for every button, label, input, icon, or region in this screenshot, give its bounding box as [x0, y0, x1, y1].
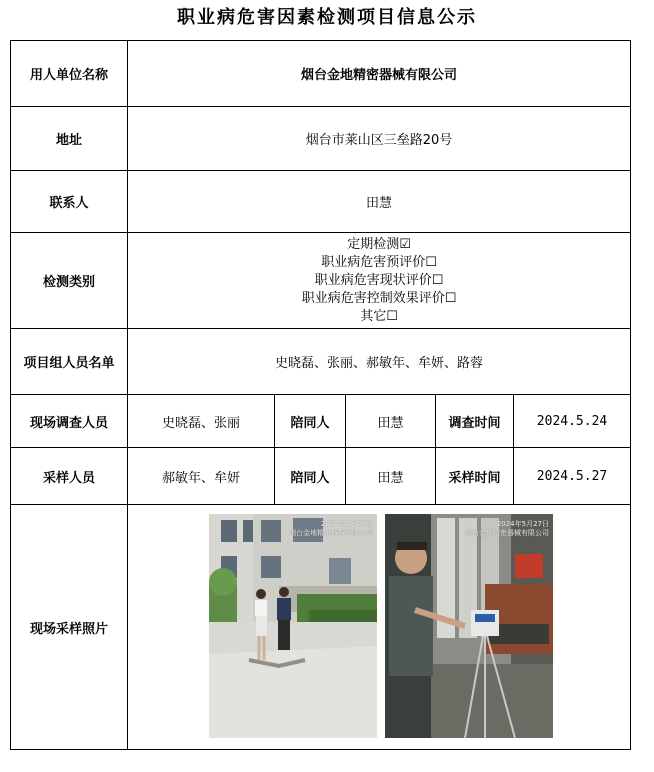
- test-type-pre-evaluation: 职业病危害预评价☐: [321, 254, 437, 270]
- team-value: 史晓磊、张丽、郝敏年、牟妍、路蓉: [128, 329, 631, 395]
- row-survey: [11, 395, 631, 448]
- survey-time-value: 2024.5.24: [514, 395, 631, 448]
- outdoor-photo-watermark: [289, 520, 373, 538]
- sampling-accompany-value: 田慧: [346, 448, 436, 505]
- survey-value: 史晓磊、张丽: [128, 395, 275, 448]
- row-employer: [11, 41, 631, 107]
- test-type-control-evaluation: 职业病危害控制效果评价☐: [301, 290, 457, 306]
- row-contact: [11, 171, 631, 233]
- test-type-list: [128, 233, 631, 329]
- test-type-other: 其它☐: [360, 308, 398, 324]
- page-title: 职业病危害因素检测项目信息公示: [177, 7, 477, 28]
- sampling-time-label: 采样时间: [436, 448, 514, 505]
- site-photo-outdoor: [209, 514, 377, 738]
- test-type-periodic: 定期检测☑: [347, 236, 411, 252]
- row-test-type: [11, 233, 631, 329]
- test-type-label: 检测类别: [11, 233, 128, 329]
- row-address: [11, 107, 631, 171]
- indoor-photo-watermark: [465, 520, 549, 538]
- test-type-status-evaluation: 职业病危害现状评价☐: [314, 272, 444, 288]
- sampling-label: 采样人员: [11, 448, 128, 505]
- sampling-value: 郝敏年、牟妍: [128, 448, 275, 505]
- site-photo-indoor: [385, 514, 553, 738]
- survey-accompany-label: 陪同人: [275, 395, 346, 448]
- indoor-photo-company: 烟台金地精密器械有限公司: [465, 529, 549, 537]
- employer-label: 用人单位名称: [11, 41, 128, 107]
- survey-label: 现场调查人员: [11, 395, 128, 448]
- sampling-time-value: 2024.5.27: [514, 448, 631, 505]
- photos-cell: [128, 505, 631, 750]
- employer-value: 烟台金地精密器械有限公司: [128, 41, 631, 107]
- contact-label: 联系人: [11, 171, 128, 233]
- outdoor-photo-image: [209, 514, 377, 738]
- row-sampling: [11, 448, 631, 505]
- survey-accompany-value: 田慧: [346, 395, 436, 448]
- address-value: 烟台市莱山区三垒路20号: [128, 107, 631, 171]
- photos-label: 现场采样照片: [11, 505, 128, 750]
- address-label: 地址: [11, 107, 128, 171]
- sampling-accompany-label: 陪同人: [275, 448, 346, 505]
- team-label: 项目组人员名单: [11, 329, 128, 395]
- outdoor-photo-date: 2024年5月27日: [320, 520, 373, 528]
- indoor-photo-image: [385, 514, 553, 738]
- contact-value: 田慧: [128, 171, 631, 233]
- row-team: [11, 329, 631, 395]
- info-table: [10, 40, 631, 750]
- indoor-photo-date: 2024年5月27日: [496, 520, 549, 528]
- survey-time-label: 调查时间: [436, 395, 514, 448]
- outdoor-photo-company: 烟台金地精密器械有限公司: [289, 529, 373, 537]
- row-photos: [11, 505, 631, 750]
